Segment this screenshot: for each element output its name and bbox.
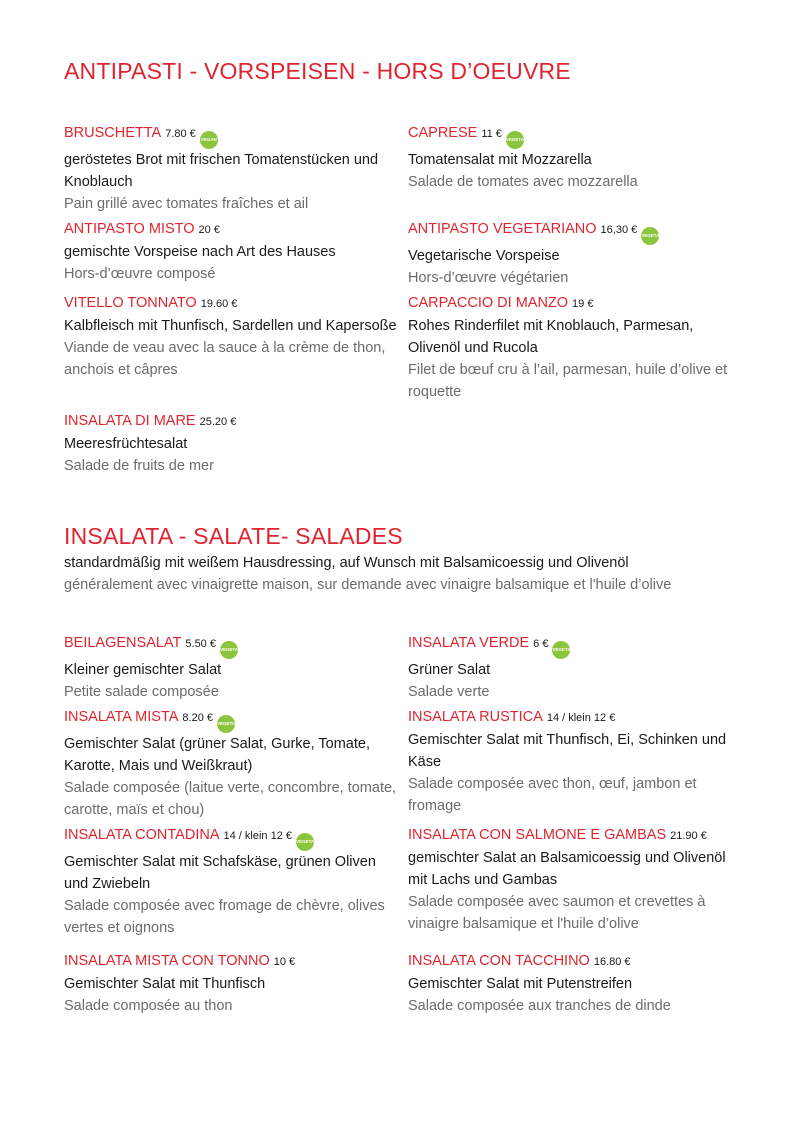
item-description-fr: Salade de tomates avec mozzarella	[408, 174, 638, 190]
vegetarian-badge-icon: VEGETARISCH	[296, 833, 314, 851]
menu-item-beilagensalat	[64, 632, 404, 703]
item-price: 14 / klein 12 €	[546, 712, 616, 724]
menu-item-insalata-con-salmone-e-gambas	[408, 824, 748, 935]
item-description-de: Meeresfrüchtesalat	[64, 436, 188, 452]
item-description-de: Kleiner gemischter Salat	[64, 662, 222, 678]
item-price: 11 €	[481, 128, 502, 140]
item-description-fr: Petite salade composée	[64, 684, 219, 700]
item-description-fr: Salade composée aux tranches de dinde	[408, 998, 671, 1014]
item-price: 25.20 €	[199, 416, 237, 428]
item-description-fr: Salade de fruits de mer	[64, 458, 214, 474]
menu-item-carpaccio-di-manzo	[408, 292, 748, 403]
item-price: 21.90 €	[670, 830, 707, 842]
menu-item-vitello-tonnato	[64, 292, 404, 381]
menu-item-insalata-verde	[408, 632, 748, 703]
item-name: INSALATA CON SALMONE E GAMBAS	[408, 827, 667, 843]
item-price: 7.80 €	[165, 128, 196, 140]
item-description-de: Tomatensalat mit Mozzarella	[408, 152, 592, 168]
item-price: 8.20 €	[182, 712, 214, 724]
item-price: 10 €	[273, 956, 296, 968]
item-name: ANTIPASTO VEGETARIANO	[408, 221, 597, 237]
item-description-de: Gemischter Salat mit Schafskäse, grünen Oliven und Zwiebeln	[64, 854, 376, 892]
item-description-fr: Hors-d’œuvre végétarien	[408, 270, 569, 286]
item-name: CARPACCIO DI MANZO	[408, 295, 569, 311]
item-name: INSALATA MISTA CON TONNO	[64, 953, 270, 969]
item-name: INSALATA CON TACCHINO	[408, 953, 590, 969]
item-price: 16.80 €	[593, 956, 631, 968]
item-description-fr: Salade composée avec thon, œuf, jambon et fromage	[408, 776, 697, 814]
vegan-badge-icon: VEGAN	[200, 131, 218, 149]
item-description-fr: Salade composée avec saumon et crevettes à vinaigre balsamique et l'huile d’olive	[408, 894, 706, 932]
item-description-fr: Salade composée (laitue verte, concombre, tomate, carotte, maïs et chou)	[64, 780, 397, 818]
item-name: INSALATA RUSTICA	[408, 709, 543, 725]
item-name: BRUSCHETTA	[64, 125, 162, 141]
item-price: 6 €	[533, 638, 549, 650]
salad-intro	[64, 552, 744, 596]
item-name: INSALATA DI MARE	[64, 413, 196, 429]
menu-item-insalata-di-mare	[64, 410, 404, 477]
item-description-fr: Filet de bœuf cru à l’ail, parmesan, huile d’olive et roquette	[408, 362, 728, 400]
item-description-de: Gemischter Salat (grüner Salat, Gurke, Tomate, Karotte, Mais und Weißkraut)	[64, 736, 370, 774]
item-description-de: gemischte Vorspeise nach Art des Hauses	[64, 244, 336, 260]
item-description-fr: Salade verte	[408, 684, 490, 700]
item-price: 20 €	[198, 224, 220, 236]
vegetarian-badge-icon: VEGETARISCH	[641, 227, 659, 245]
menu-item-insalata-rustica	[408, 706, 748, 817]
menu-item-antipasto-misto	[64, 218, 404, 285]
section-title-antipasti: ANTIPASTI - VORSPEISEN - HORS D’OEUVRE	[64, 58, 571, 84]
item-description-fr: Salade composée avec fromage de chèvre, olives vertes et oignons	[64, 898, 385, 936]
menu-item-insalata-mista	[64, 706, 404, 821]
item-description-de: Gemischter Salat mit Thunfisch, Ei, Schinken und Käse	[408, 732, 727, 770]
item-description-fr: Hors-d’œuvre composé	[64, 266, 216, 282]
vegetarian-badge-icon: VEGETARISCH	[552, 641, 570, 659]
item-description-de: Grüner Salat	[408, 662, 491, 678]
item-price: 14 / klein 12 €	[223, 830, 292, 842]
menu-item-bruschetta	[64, 122, 404, 215]
menu-item-insalata-mista-con-tonno	[64, 950, 404, 1017]
item-description-de: Kalbfleisch mit Thunfisch, Sardellen und Kapersoße	[64, 318, 397, 334]
item-name: CAPRESE	[408, 125, 478, 141]
item-description-fr: Viande de veau avec la sauce à la crème de thon, anchois et câpres	[64, 340, 386, 378]
item-description-de: Gemischter Salat mit Thunfisch	[64, 976, 266, 992]
item-name: INSALATA CONTADINA	[64, 827, 220, 843]
item-description-fr: Salade composée au thon	[64, 998, 233, 1014]
item-price: 19.60 €	[200, 298, 238, 310]
salad-intro-fr: généralement avec vinaigrette maison, sur demande avec vinaigre balsamique et l'huile d’olive	[64, 577, 672, 593]
item-description-de: gemischter Salat an Balsamicoessig und Olivenöl mit Lachs und Gambas	[408, 850, 726, 888]
menu-item-insalata-contadina	[64, 824, 404, 939]
item-description-de: Vegetarische Vorspeise	[408, 248, 560, 264]
item-name: ANTIPASTO MISTO	[64, 221, 195, 237]
menu-item-antipasto-vegetariano	[408, 218, 748, 289]
item-name: BEILAGENSALAT	[64, 635, 182, 651]
item-price: 19 €	[572, 298, 594, 310]
section-title-insalata: INSALATA - SALATE- SALADES	[64, 523, 403, 549]
item-description-de: Gemischter Salat mit Putenstreifen	[408, 976, 633, 992]
item-price: 5.50 €	[185, 638, 216, 650]
salad-intro-de: standardmäßig mit weißem Hausdressing, auf Wunsch mit Balsamicoessig und Olivenöl	[64, 555, 629, 571]
item-description-fr: Pain grillé avec tomates fraîches et ail	[64, 196, 309, 212]
item-name: VITELLO TONNATO	[64, 295, 197, 311]
item-description-de: Rohes Rinderfilet mit Knoblauch, Parmesan, Olivenöl und Rucola	[408, 318, 694, 356]
item-description-de: geröstetes Brot mit frischen Tomatenstücken und Knoblauch	[64, 152, 379, 190]
item-name: INSALATA VERDE	[408, 635, 530, 651]
menu-item-insalata-con-tacchino	[408, 950, 748, 1017]
item-price: 16,30 €	[600, 224, 638, 236]
vegetarian-badge-icon: VEGETARISCH	[217, 715, 235, 733]
menu-item-caprese	[408, 122, 748, 193]
item-name: INSALATA MISTA	[64, 709, 179, 725]
vegetarian-badge-icon: VEGETARISCH	[506, 131, 524, 149]
vegetarian-badge-icon: VEGETARISCH	[220, 641, 238, 659]
